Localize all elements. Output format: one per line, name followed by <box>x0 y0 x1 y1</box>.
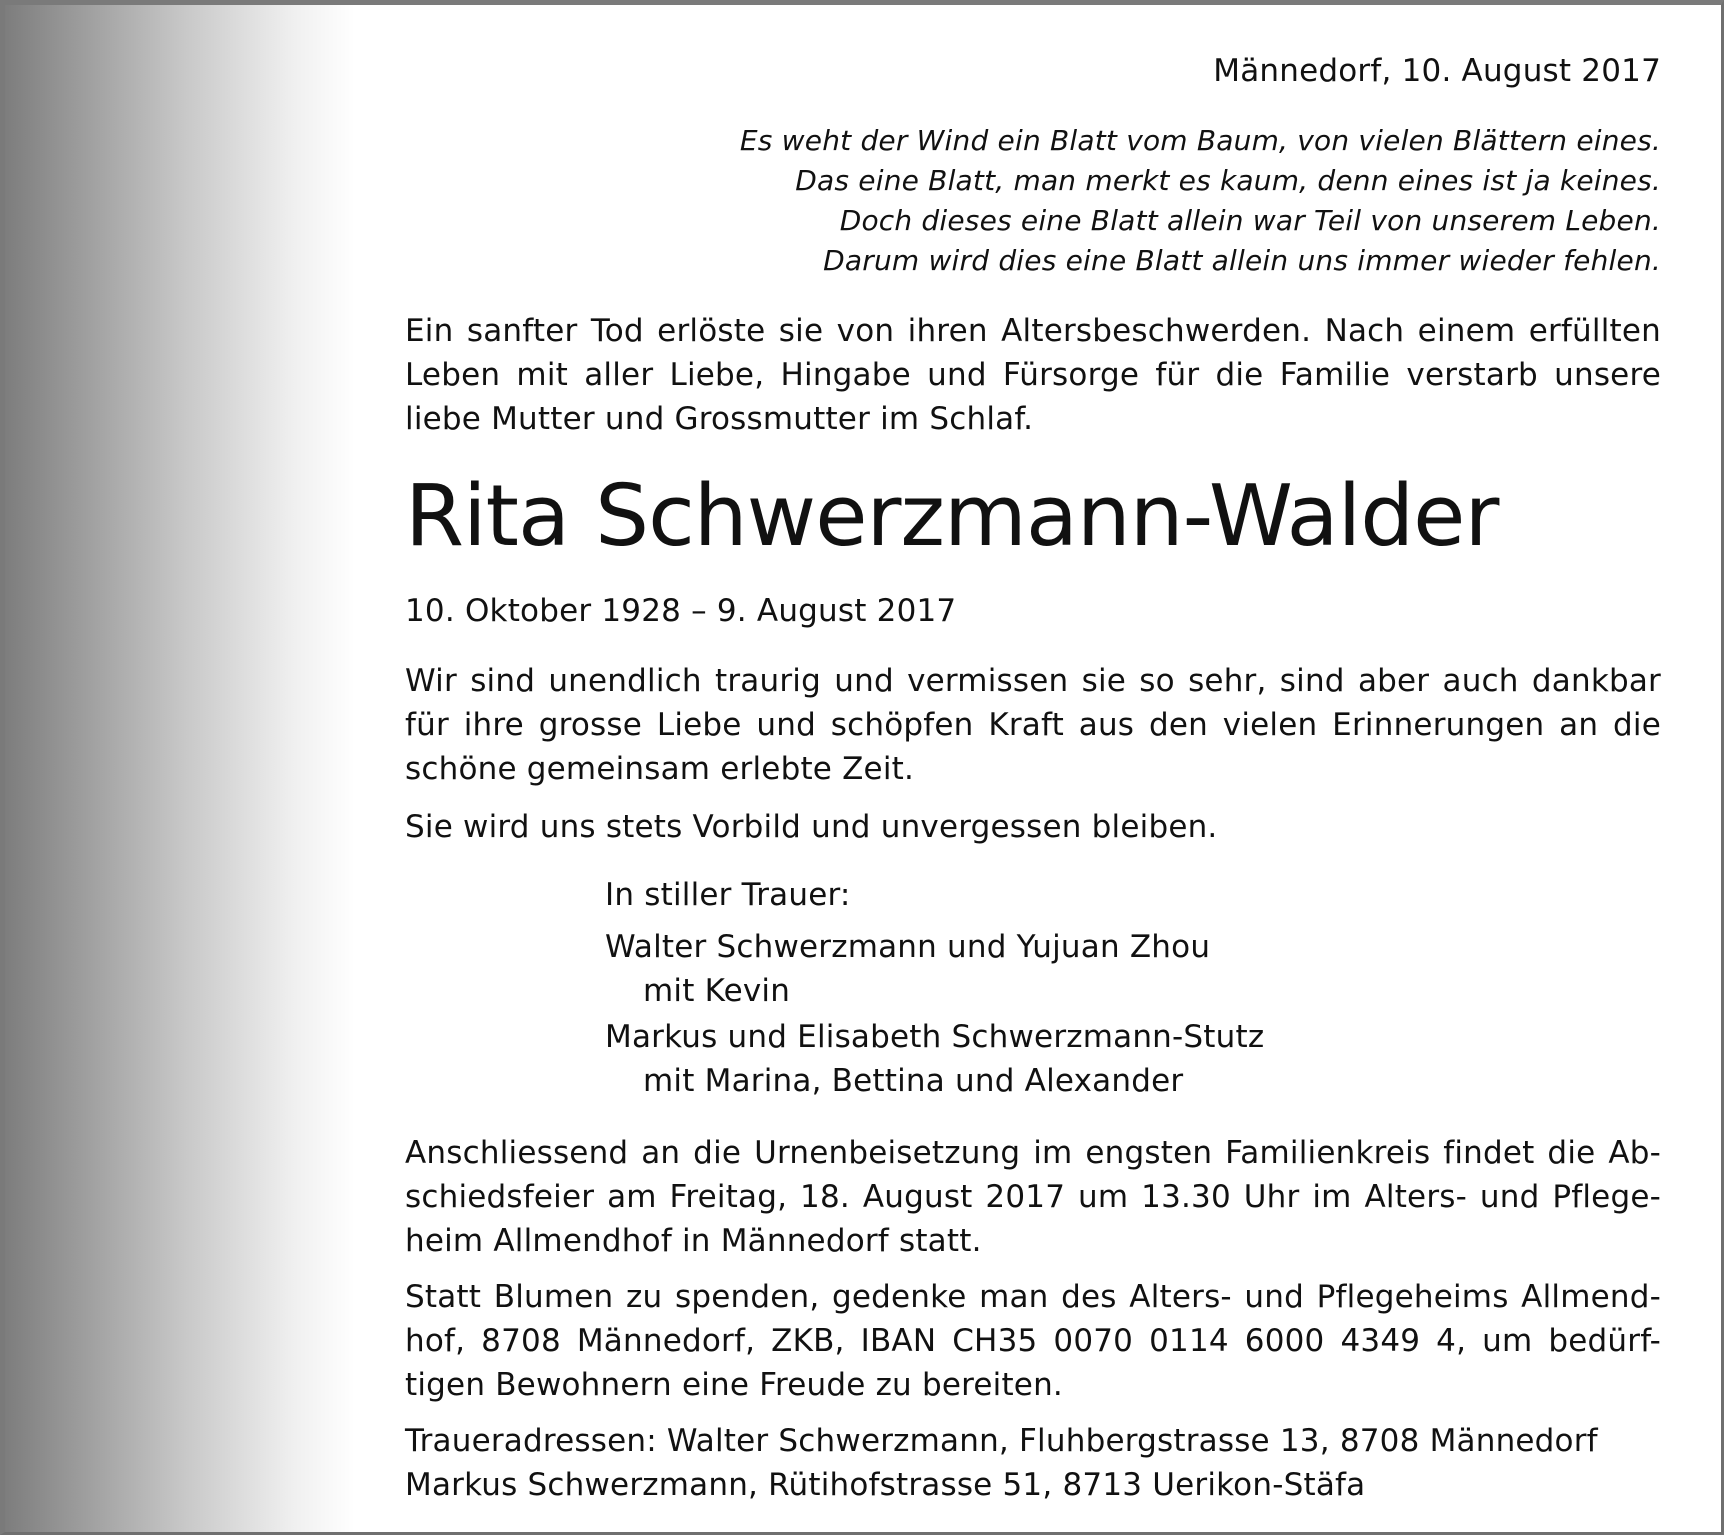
ceremony-line-2: schiedsfeier am Freitag, 18. August 2017 um 13.30 Uhr im Alters- und Pflege- <box>405 1179 1661 1215</box>
ceremony-line-3: heim Allmendhof in Männedorf statt. <box>405 1223 982 1259</box>
mourners-family-2-children: mit Marina, Bettina und Alexander <box>643 1063 1184 1099</box>
place-date: Männedorf, 10. August 2017 <box>1213 53 1661 89</box>
donation-line-3: tigen Bewohnern eine Freude zu bereiten. <box>405 1367 1063 1403</box>
intro-line-2: Leben mit aller Liebe, Hingabe und Fürsorge für die Familie verstarb unsere <box>405 357 1661 393</box>
address-line-2: Markus Schwerzmann, Rütihofstrasse 51, 8713 Uerikon-Stäfa <box>405 1467 1366 1503</box>
poem-line-1: Es weht der Wind ein Blatt vom Baum, von vielen Blättern eines. <box>739 124 1661 157</box>
address-line-1: Traueradressen: Walter Schwerzmann, Fluhbergstrasse 13, 8708 Männedorf <box>405 1423 1598 1459</box>
poem-line-4: Darum wird dies eine Blatt allein uns immer wieder fehlen. <box>823 244 1661 277</box>
intro-line-1: Ein sanfter Tod erlöste sie von ihren Altersbeschwerden. Nach einem erfüllten <box>405 313 1661 349</box>
obituary-content <box>405 5 1661 1540</box>
intro-line-3: liebe Mutter und Grossmutter im Schlaf. <box>405 401 1034 437</box>
mourners-family-2: Markus und Elisabeth Schwerzmann-Stutz <box>605 1019 1265 1055</box>
mourners-family-1: Walter Schwerzmann und Yujuan Zhou <box>605 929 1211 965</box>
ceremony-line-1: Anschliessend an die Urnenbeisetzung im engsten Familienkreis findet die Ab- <box>405 1135 1661 1171</box>
tribute-line-2: für ihre grosse Liebe und schöpfen Kraft aus den vielen Erinnerungen an die <box>405 707 1661 743</box>
tribute-line-3: schöne gemeinsam erlebte Zeit. <box>405 751 915 787</box>
poem-line-3: Doch dieses eine Blatt allein war Teil von unserem Leben. <box>839 204 1661 237</box>
life-dates: 10. Oktober 1928 – 9. August 2017 <box>405 593 957 629</box>
donation-line-2: hof, 8708 Männedorf, ZKB, IBAN CH35 0070 0114 6000 4349 4, um bedürf- <box>405 1323 1661 1359</box>
deceased-name: Rita Schwerzmann-Walder <box>405 467 1499 566</box>
donation-line-1: Statt Blumen zu spenden, gedenke man des Alters- und Pflegeheims Allmend- <box>405 1279 1661 1315</box>
tribute-closing: Sie wird uns stets Vorbild und unvergessen bleiben. <box>405 809 1218 845</box>
poem-line-2: Das eine Blatt, man merkt es kaum, denn eines ist ja keines. <box>795 164 1661 197</box>
mourners-heading: In stiller Trauer: <box>605 877 851 913</box>
mourners-family-1-children: mit Kevin <box>643 973 791 1009</box>
tribute-line-1: Wir sind unendlich traurig und vermissen sie so sehr, sind aber auch dankbar <box>405 663 1661 699</box>
